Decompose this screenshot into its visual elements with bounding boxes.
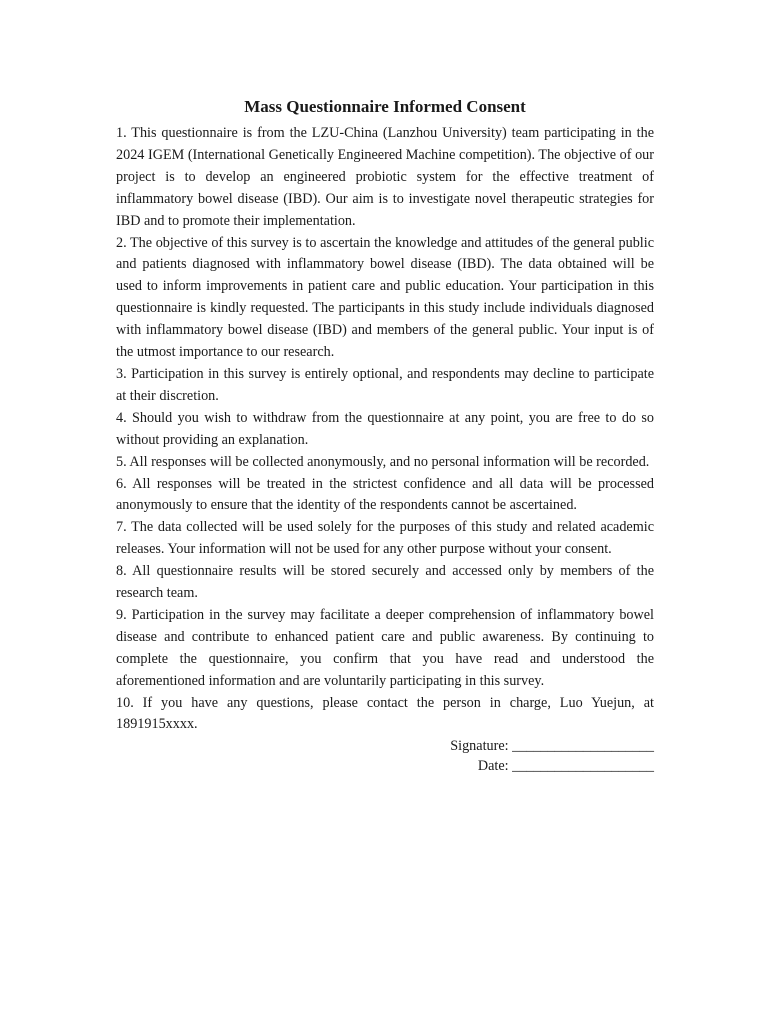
consent-items: [116, 123, 654, 736]
signature-line[interactable]: Signature: ____________________: [450, 738, 654, 755]
signature-block: [116, 736, 654, 776]
consent-item-7: 7. The data collected will be used solely for the purposes of this study and related academic releases. Your information will not be used for any other purpose without your consent.: [116, 519, 654, 558]
consent-item-9: 9. Participation in the survey may facilitate a deeper comprehension of inflammatory bowel disease and contribute to enhanced patient care and public awareness. By continuing to complete the questionnaire, you confirm that you have read and understood the aforementioned information and are voluntarily participating in this survey.: [116, 606, 654, 689]
document-title: Mass Questionnaire Informed Consent: [244, 97, 526, 116]
date-line[interactable]: Date: ____________________: [477, 758, 654, 775]
consent-item-5: 5. All responses will be collected anonymously, and no personal information will be recorded.: [116, 453, 650, 470]
consent-item-4: 4. Should you wish to withdraw from the questionnaire at any point, you are free to do so without providing an explanation.: [116, 409, 654, 448]
consent-item-8: 8. All questionnaire results will be stored securely and accessed only by members of the research team.: [116, 563, 654, 602]
consent-item-3: 3. Participation in this survey is entirely optional, and respondents may decline to participate at their discretion.: [116, 365, 654, 404]
consent-item-2: 2. The objective of this survey is to ascertain the knowledge and attitudes of the general public and patients diagnosed with inflammatory bowel disease (IBD). The data obtained will be used to inform improvements in patient care and public education. Your participation in this questionnaire is kindly requested. The participants in this study include individuals diagnosed with inflammatory bowel disease (IBD) and members of the general public. Your input is of the utmost importance to our research.: [116, 234, 654, 361]
consent-item-1: 1. This questionnaire is from the LZU-China (Lanzhou University) team participating in the 2024 IGEM (International Genetically Engineered Machine competition). The objective of our project is to develop an engineered probiotic system for the effective treatment of inflammatory bowel disease (IBD). Our aim is to investigate novel therapeutic strategies for IBD and to promote their implementation.: [116, 125, 654, 229]
consent-item-6: 6. All responses will be treated in the strictest confidence and all data will be processed anonymously to ensure that the identity of the respondents cannot be ascertained.: [116, 475, 654, 514]
consent-document: [116, 96, 654, 776]
consent-item-10: 10. If you have any questions, please contact the person in charge, Luo Yuejun, at 1891915xxxx.: [116, 694, 654, 733]
